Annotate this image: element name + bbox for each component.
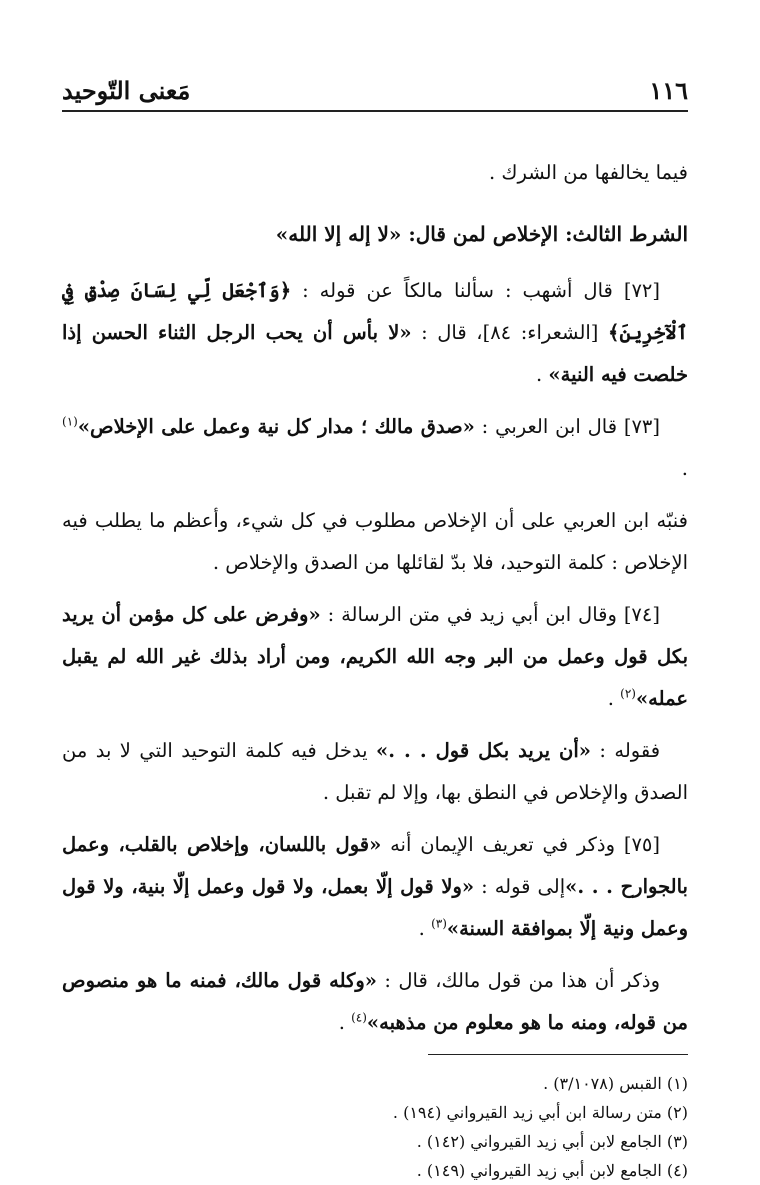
footnote-ref-2: (٢) — [620, 686, 636, 701]
paragraph-75-end: . — [418, 917, 432, 940]
footnote-ref-3: (٣) — [431, 916, 447, 931]
final-end: . — [338, 1011, 352, 1034]
paragraph-72 — [62, 270, 688, 396]
main-text — [62, 152, 688, 1044]
running-title: مَعنى التّوحيد — [62, 76, 191, 105]
paragraph-74-text: [٧٤] وقال ابن أبي زيد في متن الرسالة : — [320, 603, 660, 626]
paragraph-72-end: . — [536, 363, 549, 386]
book-page — [62, 66, 688, 1180]
page-header — [62, 66, 688, 112]
footnote-4: (٤) الجامع لابن أبي زيد القيرواني (١٤٩) . — [416, 1161, 688, 1180]
paragraph-73-end: . — [681, 457, 688, 480]
explanation-quote: «أن يريد بكل قول . . .» — [376, 739, 591, 762]
final-text: وذكر أن هذا من قول مالك، قال : — [376, 969, 660, 992]
paragraph-72-citation: [الشعراء: ٨٤]، قال : — [411, 321, 609, 344]
malik-quote: «لا بأس أن يحب الرجل الثناء الحسن إذا خلصت فيه النية» — [62, 321, 688, 386]
paragraph-72-text: [٧٢] قال أشهب : سألنا مالكاً عن قوله : — [291, 279, 660, 302]
ibn-arabi-quote: «صدق مالك ؛ مدار كل نية وعمل على الإخلاص» — [77, 415, 475, 438]
footnote-2: (٢) متن رسالة ابن أبي زيد القيرواني (١٩٤) . — [392, 1103, 688, 1122]
paragraph-73 — [62, 406, 688, 490]
paragraph-75 — [62, 824, 688, 950]
iman-conditions-quote: «ولا قول إلّا بعمل، ولا قول وعمل إلّا بنية، ولا قول وعمل ونية إلّا بموافقة السنة» — [62, 875, 688, 940]
intro-paragraph: فيما يخالفها من الشرك . — [489, 161, 688, 184]
risala-quote: «وفرض على كل مؤمن أن يريد بكل قول وعمل من البر وجه الله الكريم، ومن أراد بذلك غير الله لم يقبل عمله» — [62, 603, 688, 710]
malik-madhhab-quote: «وكله قول مالك، فمنه ما هو منصوص من قوله، ومنه ما هو معلوم من مذهبه» — [62, 969, 688, 1034]
paragraph-75-text: [٧٥] وذكر في تعريف الإيمان أنه — [381, 833, 660, 856]
paragraph-75-mid: إلى قوله : — [474, 875, 566, 898]
footnotes — [62, 1069, 688, 1185]
paragraph-73-text: [٧٣] قال ابن العربي : — [474, 415, 660, 438]
quran-verse: ﴿وَٱجْعَل لِّي لِسَانَ صِدْقٍ فِي ٱلْآخِرِينَ﴾ — [62, 279, 688, 344]
footnote-ref-1: (١) — [62, 414, 78, 429]
footnote-divider — [428, 1054, 688, 1055]
paragraph-74 — [62, 594, 688, 720]
paragraph-74-end: . — [607, 687, 621, 710]
section-heading: الشرط الثالث: الإخلاص لمن قال: «لا إله إلا الله» — [275, 222, 688, 246]
final-paragraph — [62, 960, 688, 1044]
footnote-ref-4: (٤) — [351, 1010, 367, 1025]
explanation-paragraph — [62, 730, 688, 814]
page-number: ١١٦ — [649, 76, 688, 105]
explanation-text: فقوله : — [590, 739, 661, 762]
footnote-3: (٣) الجامع لابن أبي زيد القيرواني (١٤٢) . — [416, 1132, 688, 1151]
iman-definition-quote: «قول باللسان، وإخلاص بالقلب، وعمل بالجوارح . . .» — [62, 833, 688, 898]
footnote-1: (١) القبس (٣/١٠٧٨) . — [543, 1074, 688, 1093]
commentary-paragraph: فنبّه ابن العربي على أن الإخلاص مطلوب في كل شيء، وأعظم ما يطلب فيه الإخلاص : كلمة التوحيد، فلا بدّ لقائلها من الصدق والإخلاص . — [62, 509, 688, 574]
explanation-rest: يدخل فيه كلمة التوحيد التي لا بد من الصدق والإخلاص في النطق بها، وإلا لم تقبل . — [62, 739, 688, 804]
